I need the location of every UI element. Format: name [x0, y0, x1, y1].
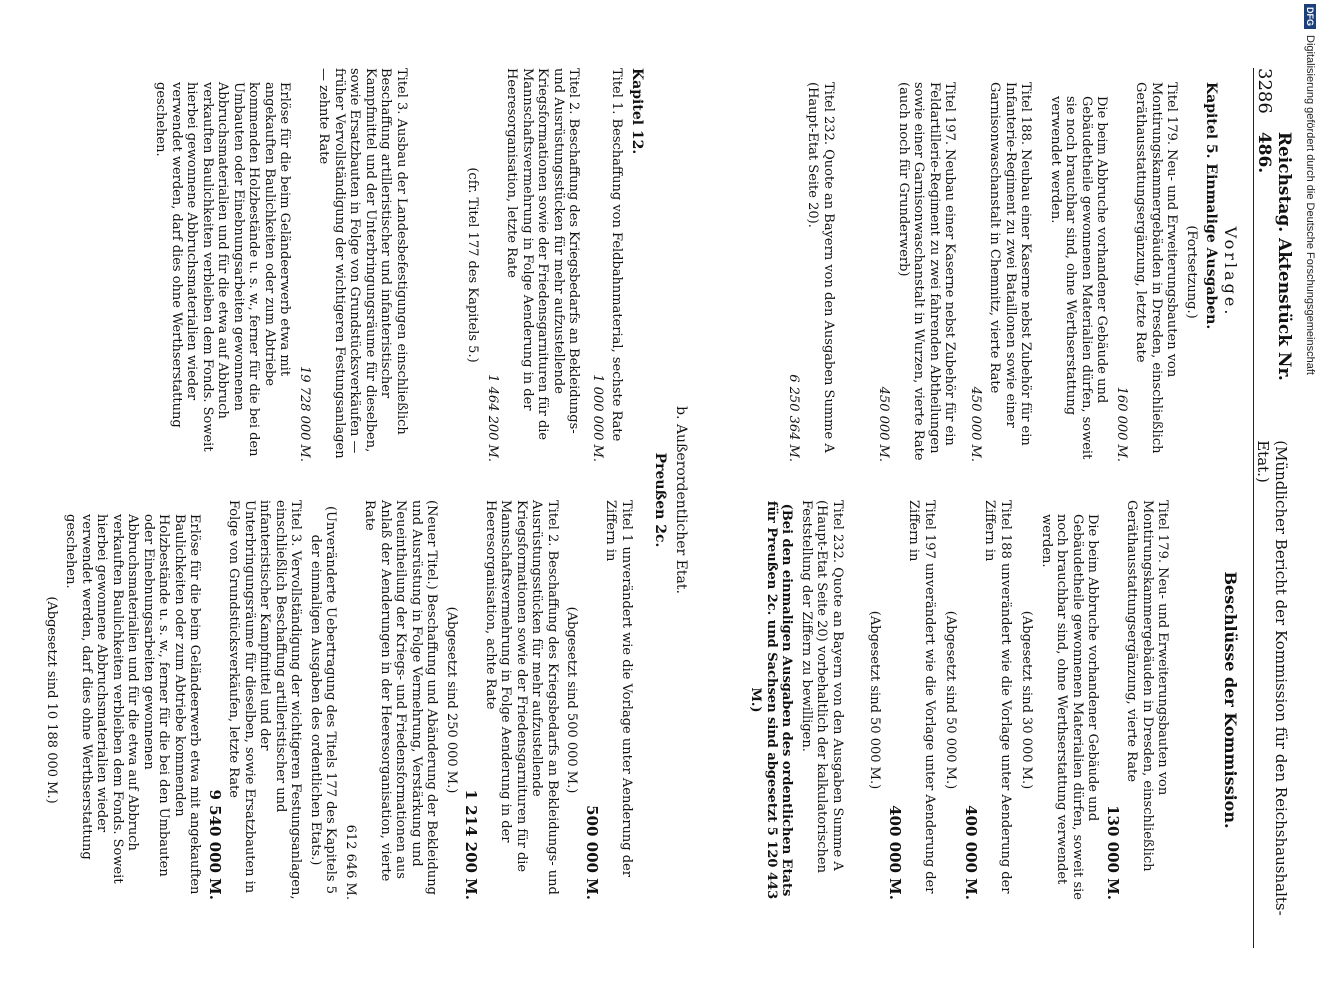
right-titel-232: Titel 232. Quote an Bayern von den Ausgaben Summe A (Haupt-Etat Seite 20) vorbehaltlich der kalkulatorischen Feststellung der Ziffern zu bewilligen. — [799, 500, 845, 873]
right-k12-titel-3-note: Erlöse für die beim Geländeerwerb etwa mit angekauften Baulichkeiten oder zum Abtriebe kommenden Holzbestände u. s. w., ferner für die bei den Umbauten oder Einebnungsarbeiten gewonnenen Abbruchsmaterialien und für die etwa auf Abbruch verkauften Baulichkeiten verbleiben dem Fonds. Soweit hierbei gewonnene Abbruchsmaterialien wieder verwendet werden, darf dies ohne Werthserstattung geschehen. — [63, 514, 203, 895]
left-titel-179: Titel 179. Neu- und Erweiterungsbauten von Montirungskammergebäuden in Dresden, einschließlich Geräthausstattungsergänzung, letzte Rate — [1133, 82, 1180, 454]
column-vorlage — [782, 82, 1239, 462]
right-titel-232-summary: (Bei den einmaligen Ausgaben des ordentlichen Etats für Preußen 2c. und Sachsen sind abgesetzt 5 120 443 M.) — [748, 500, 795, 900]
left-titel-197-amount: 450 000 M. — [876, 386, 892, 462]
left-k12-titel-3-amount: 19 728 000 M. — [297, 365, 312, 462]
column-beschluesse-kap12 — [40, 500, 635, 900]
vorlage-heading: Vorlage. — [1221, 226, 1240, 318]
right-k12-titel-2: Titel 2. Beschaffung des Kriegsbedarfs an Bekleidungs- und Ausrüstungsstücken für mehr aufzustellende Kriegsformationen sowie der Friedensgarnituren für die Mannschaftsvermehrung in Folge Aenderung in der Heeresorganisation, achte Rate — [483, 500, 560, 895]
right-titel-188-abgesetzt: (Abgesetzt sind 50 000 M.) — [943, 610, 959, 790]
right-neuer-titel: (Neuer Titel.) Beschaffung und Abänderung der Bekleidung und Ausrüstung in Folge Vermehrung, Verstärkung und Neueintheilung der Kriegs- und Friedensformationen aus Anlaß der Aenderungen in der Heeresorganisation, vierte Rate — [362, 500, 440, 895]
right-k12-titel-1-abgesetzt: (Abgesetzt sind 500 000 M.) — [564, 606, 580, 794]
left-k12-titel-1-amount: 1 000 000 M. — [590, 374, 605, 462]
page-header — [1253, 68, 1294, 948]
left-k12-titel-1: Titel 1. Beschaffung von Feldbahnmaterial, sechste Rate — [609, 68, 625, 442]
left-k12-titel-2: Titel 2. Beschaffung des Kriegsbedarfs an Bekleidungs- und Ausrüstungsstücken für mehr aufzustellende Kriegsformationen sowie der Friedensgarnituren für die Mannschaftsvermehrung in Folge Aenderung in der Heeresorganisation, letzte Rate — [504, 68, 582, 441]
right-titel-197-abgesetzt: (Abgesetzt sind 50 000 M.) — [867, 610, 883, 790]
credit-text: Digitalisierung gefördert durch die Deutsche Forschungsgemeinschaft — [1304, 35, 1316, 375]
left-titel-188: Titel 188. Neubau einer Kaserne nebst Zubehör für ein Infanterie-Regiment zu zwei Bataillonen sowie einer Garnisonwaschanstalt in Chemnitz, vierte Rate — [987, 82, 1034, 446]
column-vorlage-kap12 — [149, 68, 644, 462]
b-heading-text: b. Außerordentlicher Etat. — [673, 406, 689, 594]
preussen-heading — [652, 0, 668, 1000]
left-k12-titel-2-amount: 1 464 200 M. — [485, 374, 500, 462]
right-titel-197: Titel 197 unverändert wie die Vorlage unter Aenderung der Ziffern in — [906, 500, 937, 894]
page-number: 3286 — [1254, 68, 1275, 114]
left-k12-cfr: (cfr. Titel 177 des Kapitels 5.) — [465, 167, 481, 363]
preussen-text: Preußen 2c. — [652, 452, 668, 548]
left-titel-179-note: Die beim Abbruche vorhandener Gebäude und Gebäudetheile gewonnenen Materialien dürfen, soweit sie noch brauchbar sind, ohne Werthserstattung verwendet werden. — [1048, 96, 1110, 460]
right-k12-titel-1: Titel 1 unverändert wie die Vorlage unter Aenderung der Ziffern in — [603, 500, 634, 877]
right-k12-titel-3-abgesetzt: (Abgesetzt sind 10 188 000 M.) — [44, 596, 59, 804]
beschluesse-heading: Beschlüsse der Kommission. — [1221, 571, 1240, 829]
kapitel-5-heading: Kapitel 5. Einmalige Ausgaben. — [1203, 82, 1220, 330]
running-subtitle: (Mündlicher Bericht der Kommission für den Reichshaushalts-Etat.) — [1254, 440, 1290, 916]
running-title: Reichstag. Aktenstück Nr. 486. — [1254, 131, 1294, 381]
right-titel-188-amount: 400 000 M. — [962, 805, 980, 900]
right-k12-titel-2-abgesetzt: (Abgesetzt sind 250 000 M.) — [444, 606, 459, 794]
kapitel-12-heading: Kapitel 12. — [629, 68, 645, 155]
right-titel-179: Titel 179. Neu- und Erweiterungsbauten von Montirungskammergebäuden in Dresden, einschließlich Geräthausstattungsergänzung, vierte Rate — [1124, 500, 1171, 872]
right-k12-titel-3-amount: 9 540 000 M. — [206, 789, 224, 900]
left-titel-188-amount: 450 000 M. — [968, 386, 983, 462]
right-neuer-titel-amount: 612 646 M. — [343, 824, 358, 900]
left-titel-179-amount: 160 000 M. — [1114, 386, 1129, 462]
ausserordentlicher-etat-heading — [673, 0, 689, 1000]
left-titel-197: Titel 197. Neubau einer Kaserne nebst Zubehör für ein Feldartillerie-Regiment zu zwei fahrenden Abtheilungen sowie einer Garnisonwaschanstalt in Wurzen, vierte Rate (auch noch für Grunderwerb) — [896, 82, 958, 461]
right-k12-titel-3: Titel 3. Vervollständigung der wichtigeren Festungsanlagen, einschließlich Beschaffung artilleristischer und infanteristischer Kampfmittel und der Unterbringungsräume für dieselben, sowie Ersatzbauten in Folge von Grundstücksverkäufen, letzte Rate — [226, 500, 304, 900]
right-k12-titel-2-amount: 1 214 200 M. — [462, 789, 481, 900]
right-k12-titel-1-amount: 500 000 M. — [583, 805, 601, 900]
left-titel-232-amount: 6 250 364 M. — [786, 374, 801, 462]
dfg-badge: DFG — [1304, 4, 1316, 29]
left-k12-titel-3-note: Erlöse für die beim Geländeerwerb etwa mit angekauften Baulichkeiten oder zum Abtriebe kommenden Holzbestände u. s. w., ferner für die bei den Umbauten oder Einebnungsarbeiten gewonnenen Abbruchsmaterialien und für die etwa auf Abbruch verkauften Baulichkeiten verbleiben dem Fonds. Soweit hierbei gewonnene Abbruchsmaterialien wieder verwendet werden, darf dies ohne Werthserstattung geschehen. — [153, 82, 293, 457]
right-titel-197-amount: 400 000 M. — [886, 805, 904, 900]
right-titel-179-abgesetzt: (Abgesetzt sind 30 000 M.) — [1019, 610, 1035, 790]
right-titel-179-amount: 130 000 M. — [1104, 805, 1122, 900]
left-titel-232: Titel 232. Quote an Bayern von den Ausgaben Summe A (Haupt-Etat Seite 20). — [805, 82, 836, 453]
right-titel-179-note: Die beim Abbruche vorhandener Gebäude und Gebäudetheile gewonnenen Materialien dürfen, soweit sie noch brauchbar sind, ohne Werthserstattung verwendet werden. — [1039, 514, 1101, 900]
column-beschluesse — [744, 500, 1238, 900]
right-neuer-titel-note: (Unveränderte Uebertragung des Titels 177 des Kapitels 5 der einmaligen Ausgaben des ordentlichen Etats.) — [308, 505, 339, 895]
fortsetzung: (Fortsetzung.) — [1184, 225, 1199, 319]
left-k12-titel-3: Titel 3. Ausbau der Landesbefestigungen einschließlich Beschaffung artilleristischer und infanteristischer Kampfmittel und der Unterbringungsräume für dieselben, sowie Ersatzbauten in Folge von Grundstücksverkäufen — früher Vervollständigung der wichtigeren Festungsanlagen — zehnte Rate — [316, 68, 409, 459]
right-titel-188: Titel 188 unverändert wie die Vorlage unter Aenderung der Ziffern in — [982, 500, 1013, 894]
